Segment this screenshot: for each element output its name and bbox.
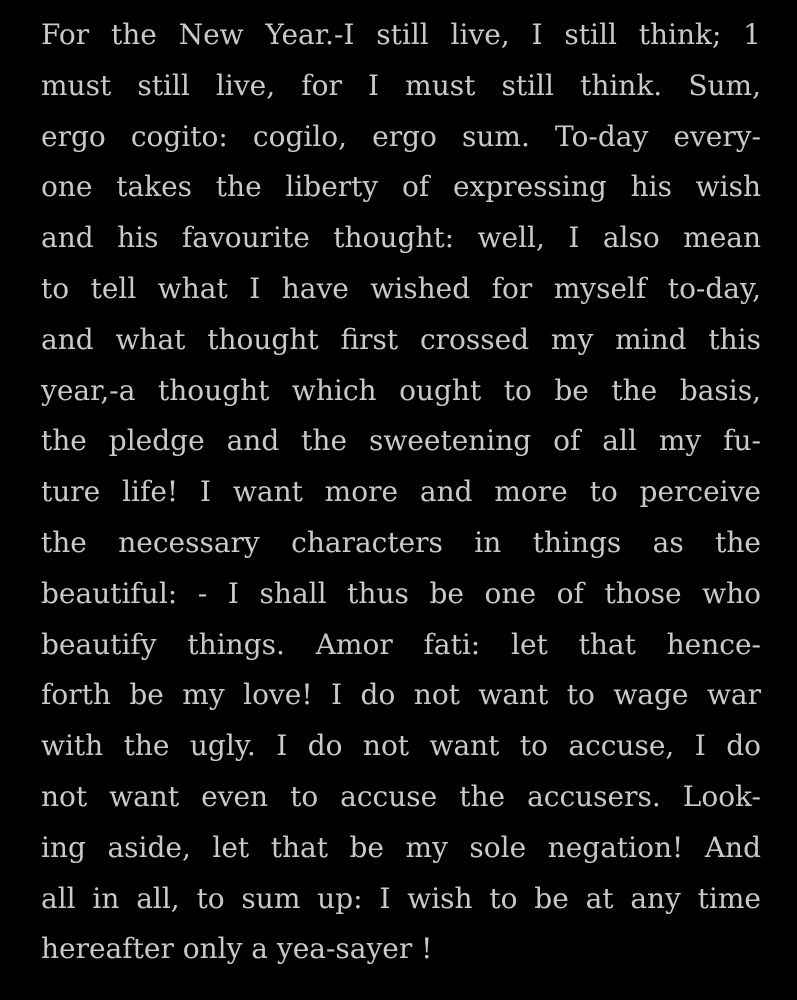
text-line: one takes the liberty of expressing his wish (41, 170, 761, 204)
text-line: to tell what I have wished for myself to-day, (41, 271, 761, 305)
text-line: with the ugly. I do not want to accuse, I do (41, 729, 761, 763)
text-line: all in all, to sum up: I wish to be at any time (41, 881, 761, 915)
text-line: For the New Year.-I still live, I still think; 1 (41, 18, 761, 51)
text-line: not want even to accuse the accusers. Look- (41, 779, 761, 813)
text-line: must still live, for I must still think. Sum, (41, 68, 761, 102)
text-line: year,-a thought which ought to be the basis, (41, 373, 761, 407)
passage-text (41, 10, 761, 975)
text-line: ergo cogito: cogilo, ergo sum. To-day every- (41, 119, 761, 153)
text-line: forth be my love! I do not want to wage war (41, 678, 761, 712)
text-line: hereafter only a yea-sayer ! (41, 932, 433, 966)
text-line: ing aside, let that be my sole negation! And (41, 830, 761, 864)
text-line: and his favourite thought: well, I also mean (41, 221, 761, 255)
text-line: ture life! I want more and more to perceive (41, 475, 761, 509)
text-line: and what thought first crossed my mind this (41, 322, 761, 356)
text-line: beautiful: - I shall thus be one of those who (41, 576, 761, 610)
text-line: the pledge and the sweetening of all my fu- (41, 424, 761, 458)
text-line: the necessary characters in things as the (41, 525, 761, 559)
text-line: beautify things. Amor fati: let that hence- (41, 627, 761, 661)
